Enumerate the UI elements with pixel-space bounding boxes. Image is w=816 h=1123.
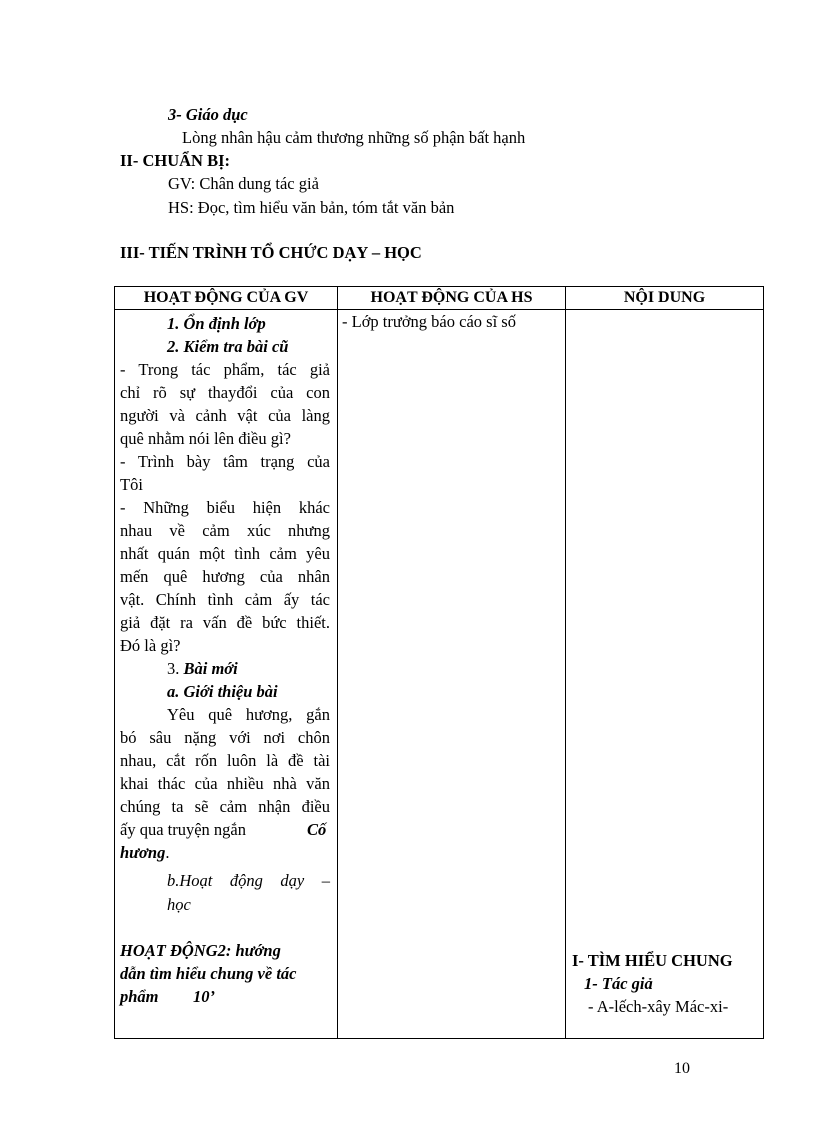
- content-cell: [566, 310, 764, 1039]
- gv-story-title-b-line: [120, 842, 169, 864]
- gv-q3-line: nhau về cảm xúc nhưng: [120, 521, 330, 540]
- content-author-heading: 1- Tác giả: [584, 974, 653, 993]
- education-text: Lòng nhân hậu cảm thương những số phận bất hạnh: [182, 128, 526, 147]
- gv-q3-line: - Những biểu hiện khác: [120, 498, 330, 517]
- preparation-hs: HS: Đọc, tìm hiểu văn bản, tóm tắt văn bản: [168, 198, 455, 217]
- gv-stabilize-heading: 1. Ổn định lớp: [167, 314, 266, 333]
- gv-act2-line: HOẠT ĐỘNG2: hướng: [120, 941, 281, 960]
- gv-story-period: .: [165, 843, 170, 862]
- gv-review-heading: 2. Kiểm tra bài cũ: [167, 337, 289, 356]
- lesson-table: [114, 286, 764, 1039]
- table-row: [115, 310, 764, 1039]
- gv-story-title-a: Cố: [307, 820, 327, 839]
- gv-intro-line: ấy qua truyện ngắn: [120, 820, 246, 839]
- hs-cell: [338, 310, 566, 1039]
- header-gv: HOẠT ĐỘNG CỦA GV: [115, 287, 338, 310]
- process-heading: III- TIẾN TRÌNH TỔ CHỨC DẠY – HỌC: [120, 243, 422, 262]
- gv-cell: [115, 310, 338, 1039]
- gv-q3-line: mến quê hương của nhân: [120, 567, 330, 586]
- gv-act2-line: dẫn tìm hiểu chung về tác: [120, 964, 297, 983]
- gv-intro-line: khai thác của nhiều nhà văn: [120, 774, 330, 793]
- gv-q2-line: - Trình bày tâm trạng của: [120, 452, 330, 471]
- gv-act2-time: 10’: [193, 987, 215, 1006]
- hs-line: - Lớp trưởng báo cáo sĩ số: [342, 312, 516, 331]
- gv-new-lesson-heading: [167, 658, 238, 680]
- gv-intro-line: nhau, cắt rốn luôn là đề tài: [120, 751, 330, 770]
- preparation-heading: II- CHUẨN BỊ:: [120, 151, 231, 170]
- gv-q3-line: Đó là gì?: [120, 636, 181, 655]
- gv-story-title-b: hương: [120, 843, 166, 862]
- gv-q3-line: nhất quán một tình cảm yêu: [120, 544, 330, 563]
- gv-q1-line: người và cảnh vật của làng: [120, 406, 330, 425]
- header-content: NỘI DUNG: [566, 287, 764, 310]
- table-header-row: [115, 287, 764, 310]
- education-heading: 3- Giáo dục: [168, 105, 248, 124]
- gv-q3-line: giả đặt ra vấn đề bức thiết.: [120, 613, 330, 632]
- gv-new-lesson-number: 3.: [167, 659, 180, 678]
- gv-intro-line: Yêu quê hương, gắn: [167, 705, 330, 724]
- gv-q1-line: quê nhằm nói lên điều gì?: [120, 429, 291, 448]
- gv-q3-line: vật. Chính tình cảm ấy tác: [120, 590, 330, 609]
- gv-new-lesson-text: Bài mới: [183, 659, 238, 678]
- gv-q1-line: - Trong tác phẩm, tác giả: [120, 360, 330, 379]
- gv-intro-line: chúng ta sẽ cảm nhận điều: [120, 797, 330, 816]
- gv-q1-line: chỉ rõ sự thayđổi của con: [120, 383, 330, 402]
- gv-intro-heading: a. Giới thiệu bài: [167, 682, 278, 701]
- content-section-heading: I- TÌM HIỂU CHUNG: [572, 951, 733, 970]
- header-hs: HOẠT ĐỘNG CỦA HS: [338, 287, 566, 310]
- content-author-line: - A-lếch-xây Mác-xi-: [588, 997, 729, 1016]
- preparation-gv: GV: Chân dung tác giả: [168, 174, 319, 193]
- gv-act2-line: phẩm: [120, 987, 159, 1006]
- gv-intro-line: bó sâu nặng với nơi chôn: [120, 728, 330, 747]
- gv-activity-heading: b.Hoạt động dạy –: [167, 871, 330, 890]
- gv-activity-heading: học: [167, 895, 191, 914]
- page-number: 10: [674, 1060, 690, 1077]
- gv-q2-line: Tôi: [120, 475, 143, 494]
